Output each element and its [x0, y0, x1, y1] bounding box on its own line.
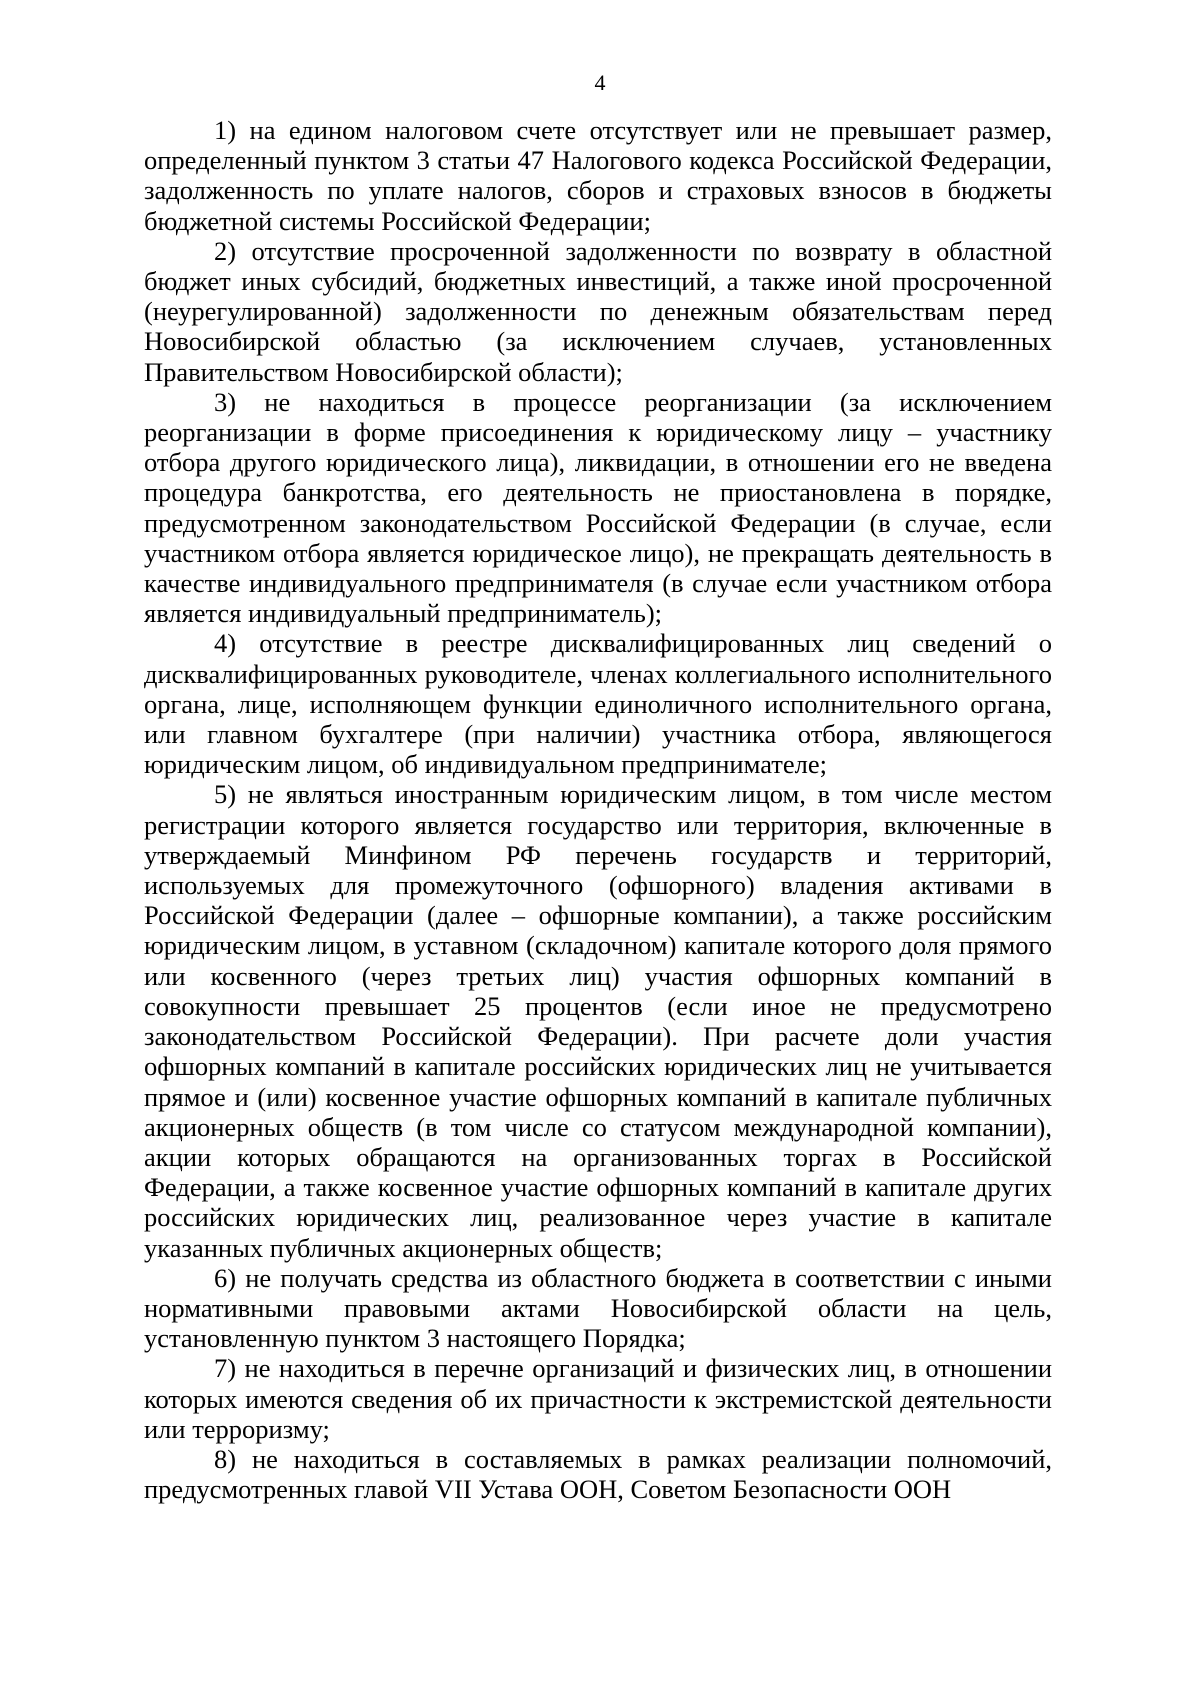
paragraph-item-5: 5) не являться иностранным юридическим лицом, в том числе местом регистрации которого является государство или территория, включенные в утверждаемый Минфином РФ перечень государств и территорий, используемых для промежуточного (офшорного) владения активами в Российской Федерации (далее – офшорные компании), а также российским юридическим лицом, в уставном (складочном) капитале которого доля прямого или косвенного (через третьих лиц) участия офшорных компаний в совокупности превышает 25 процентов (если иное не предусмотрено законодательством Российской Федерации). При расчете доли участия офшорных компаний в капитале российских юридических лиц не учитывается прямое и (или) косвенное участие офшорных компаний в капитале публичных акционерных обществ (в том числе со статусом международной компании), акции которых обращаются на организованных торгах в Российской Федерации, а также косвенное участие офшорных компаний в капитале других российских юридических лиц, реализованное через участие в капитале указанных публичных акционерных обществ; — [144, 779, 1052, 1263]
paragraph-item-6: 6) не получать средства из областного бюджета в соответствии с иными нормативными правовыми актами Новосибирской области на цель, установленную пунктом 3 настоящего Порядка; — [144, 1262, 1052, 1354]
paragraph-item-2: 2) отсутствие просроченной задолженности по возврату в областной бюджет иных субсидий, бюджетных инвестиций, а также иной просроченной (неурегулированной) задолженности по денежным обязательствам перед Новосибирской областью (за исключением случаев, установленных Правительством Новосибирской области); — [144, 235, 1052, 387]
paragraph-item-8: 8) не находиться в составляемых в рамках реализации полномочий, предусмотренных главой VII Устава ООН, Советом Безопасности ООН — [144, 1443, 1052, 1505]
paragraph-item-1: 1) на едином налоговом счете отсутствует или не превышает размер, определенный пунктом 3 статьи 47 Налогового кодекса Российской Федерации, задолженность по уплате налогов, сборов и страховых взносов в бюджеты бюджетной системы Российской Федерации; — [144, 115, 1052, 236]
paragraph-item-4: 4) отсутствие в реестре дисквалифицированных лиц сведений о дисквалифицированных руководителе, членах коллегиального исполнительного органа, лице, исполняющем функции единоличного исполнительного органа, или главном бухгалтере (при наличии) участника отбора, являющегося юридическим лицом, об индивидуальном предпринимателе; — [144, 628, 1052, 780]
document-body — [144, 115, 1052, 1504]
page-number: 4 — [594, 70, 606, 95]
paragraph-item-7: 7) не находиться в перечне организаций и физических лиц, в отношении которых имеются сведения об их причастности к экстремистской деятельности или терроризму; — [144, 1353, 1052, 1444]
paragraph-item-3: 3) не находиться в процессе реорганизации (за исключением реорганизации в форме присоединения к юридическому лицу – участнику отбора другого юридического лица), ликвидации, в отношении его не введена процедура банкротства, его деятельность не приостановлена в порядке, предусмотренном законодательством Российской Федерации (в случае, если участником отбора является юридическое лицо), не прекращать деятельность в качестве индивидуального предпринимателя (в случае если участником отбора является индивидуальный предприниматель); — [144, 386, 1052, 629]
